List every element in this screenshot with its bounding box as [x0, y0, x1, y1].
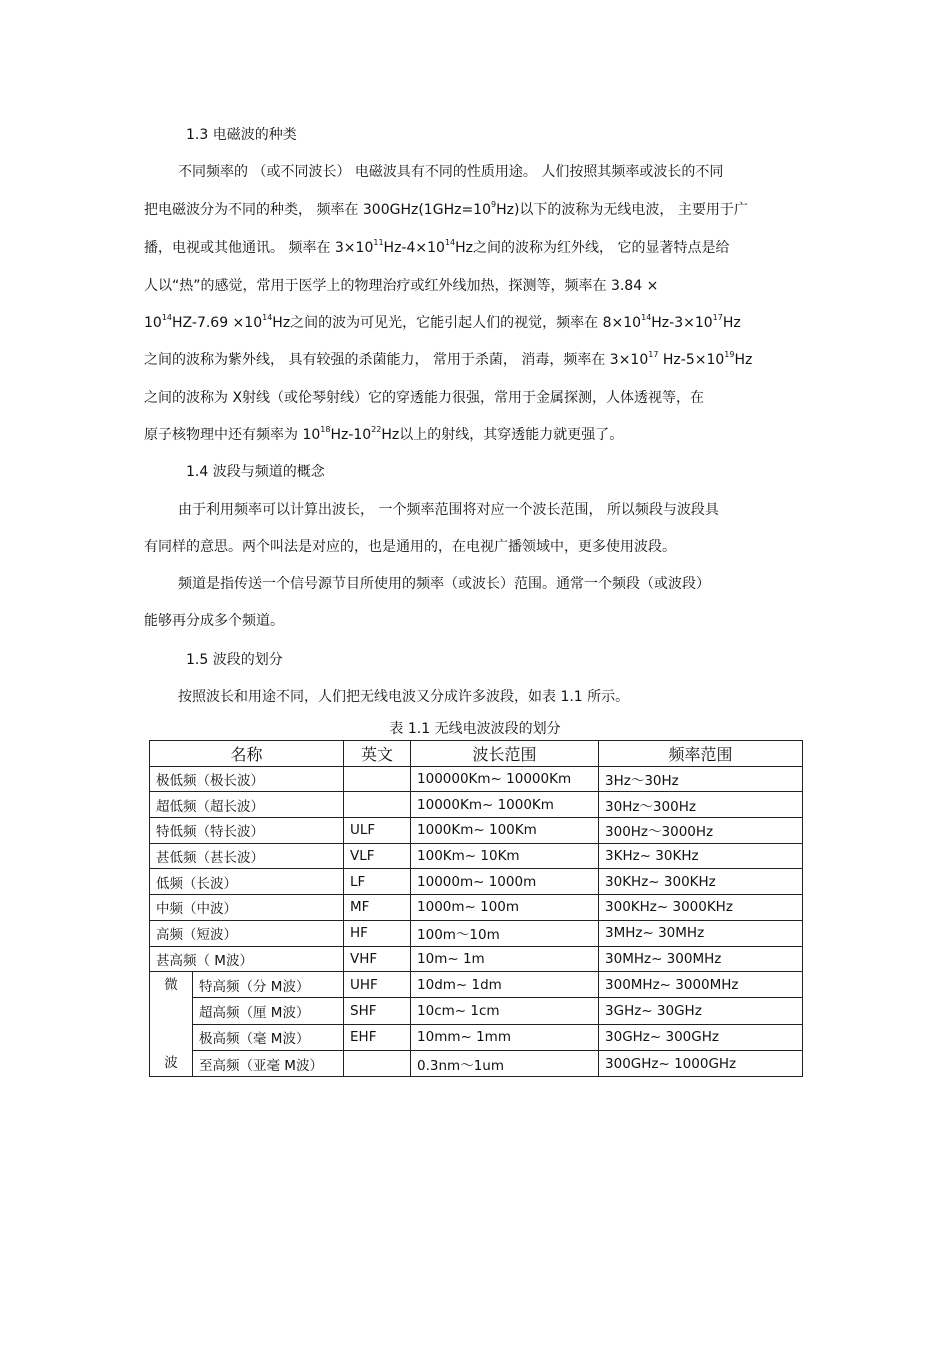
band-english: EHF: [344, 1024, 411, 1050]
band-name: 至高频（亚毫 M波）: [193, 1050, 344, 1076]
section-heading-1-4: 1.4 波段与频道的概念: [186, 464, 325, 480]
band-frequency: 3Hz～30Hz: [599, 766, 803, 792]
band-wavelength: 100m～10m: [411, 920, 599, 946]
paragraph-line: 之间的波称为紫外线， 具有较强的杀菌能力， 常用于杀菌， 消毒，频率在 $3\times 10^{17}$ $Hz-5\times 10^{19}Hz$: [144, 350, 753, 368]
band-english: [344, 1050, 411, 1076]
band-name: 低频（长波）: [150, 869, 344, 895]
band-english: [344, 766, 411, 792]
table-row: [150, 1024, 803, 1050]
table-row: [150, 946, 803, 972]
band-frequency: 30GHz~ 300GHz: [599, 1024, 803, 1050]
paragraph-line: 有同样的意思。两个叫法是对应的，也是通用的，在电视广播领域中，更多使用波段。: [144, 539, 676, 555]
band-wavelength: 10m~ 1m: [411, 946, 599, 972]
band-frequency: 3KHz~ 30KHz: [599, 843, 803, 869]
band-english: HF: [344, 920, 411, 946]
band-name: 甚高频（ M波）: [150, 946, 344, 972]
band-english: ULF: [344, 818, 411, 844]
band-frequency: 3GHz~ 30GHz: [599, 998, 803, 1024]
band-name: 极低频（极长波）: [150, 766, 344, 792]
band-english: VLF: [344, 843, 411, 869]
band-frequency: 300Hz～3000Hz: [599, 818, 803, 844]
header-frequency: 频率范围: [599, 741, 803, 767]
band-frequency: 300MHz~ 3000MHz: [599, 972, 803, 998]
paragraph-line: 频道是指传送一个信号源节目所使用的频率（或波长）范围。通常一个频段（或波段）: [178, 576, 710, 592]
table-row: [150, 998, 803, 1024]
table-row: [150, 818, 803, 844]
band-name: 超低频（超长波）: [150, 792, 344, 818]
table-header-row: [150, 741, 803, 767]
band-frequency: 30MHz~ 300MHz: [599, 946, 803, 972]
band-name: 极高频（毫 M波）: [193, 1024, 344, 1050]
band-english: MF: [344, 895, 411, 921]
band-wavelength: 10000Km~ 1000Km: [411, 792, 599, 818]
table-row: [150, 766, 803, 792]
table-row: [150, 869, 803, 895]
header-english: 英文: [344, 741, 411, 767]
band-english: [344, 792, 411, 818]
band-name: 高频（短波）: [150, 920, 344, 946]
paragraph-line: 不同频率的 （或不同波长） 电磁波具有不同的性质用途。 人们按照其频率或波长的不同: [178, 164, 724, 180]
header-name: 名称: [150, 741, 344, 767]
band-name: 特高频（分 M波）: [193, 972, 344, 998]
paragraph-line: 把电磁波分为不同的种类， 频率在 $300GHz(1GHz=10^9Hz)$以下的波称为无线电波， 主要用于广: [144, 200, 748, 218]
table-row: [150, 792, 803, 818]
band-english: SHF: [344, 998, 411, 1024]
band-frequency: 30KHz~ 300KHz: [599, 869, 803, 895]
paragraph-line: 人以“热”的感觉，常用于医学上的物理治疗或红外线加热，探测等，频率在 3.84 ×: [144, 278, 659, 294]
band-name: 中频（中波）: [150, 895, 344, 921]
band-name: 特低频（特长波）: [150, 818, 344, 844]
header-wavelength: 波长范围: [411, 741, 599, 767]
paragraph-line: 原子核物理中还有频率为 $10^{18}Hz-10^{22}Hz$以上的射线，其穿透能力就更强了。: [144, 425, 624, 443]
paragraph-line: 播，电视或其他通讯。 频率在 $3\times 10^{11}Hz-4\times 10^{14}Hz$之间的波称为红外线， 它的显著特点是给: [144, 238, 730, 256]
band-english: UHF: [344, 972, 411, 998]
microwave-group-label: 微 波: [150, 972, 193, 1077]
band-wavelength: 0.3nm～1um: [411, 1050, 599, 1076]
band-wavelength: 10cm~ 1cm: [411, 998, 599, 1024]
band-frequency: 30Hz～300Hz: [599, 792, 803, 818]
table-row: [150, 920, 803, 946]
table-caption: 表 1.1 无线电波波段的划分: [389, 721, 561, 737]
paragraph-line: 能够再分成多个频道。: [144, 613, 284, 629]
radio-band-table: [149, 740, 803, 1077]
section-heading-1-5: 1.5 波段的划分: [186, 652, 283, 668]
band-wavelength: 10mm~ 1mm: [411, 1024, 599, 1050]
band-english: LF: [344, 869, 411, 895]
table-row: [150, 972, 803, 998]
band-name: 超高频（厘 M波）: [193, 998, 344, 1024]
band-english: VHF: [344, 946, 411, 972]
band-wavelength: 100000Km~ 10000Km: [411, 766, 599, 792]
band-wavelength: 100Km~ 10Km: [411, 843, 599, 869]
section-heading-1-3: 1.3 电磁波的种类: [186, 127, 297, 143]
paragraph-line: 按照波长和用途不同，人们把无线电波又分成许多波段，如表 1.1 所示。: [178, 689, 630, 705]
band-wavelength: 10dm~ 1dm: [411, 972, 599, 998]
band-name: 甚低频（甚长波）: [150, 843, 344, 869]
table-row: [150, 1050, 803, 1076]
paragraph-line: 之间的波称为 X射线（或伦琴射线）它的穿透能力很强，常用于金属探测，人体透视等，在: [144, 390, 705, 406]
table-row: [150, 843, 803, 869]
band-frequency: 3MHz~ 30MHz: [599, 920, 803, 946]
paragraph-line: 由于利用频率可以计算出波长， 一个频率范围将对应一个波长范围， 所以频段与波段具: [178, 502, 719, 518]
paragraph-line: $10^{14}HZ-7.69 \times 10^{14}Hz$之间的波为可见光，它能引起人们的视觉，频率在 $8\times 10^{14}Hz-3\times 10^{17}Hz$: [144, 313, 741, 331]
band-frequency: 300GHz~ 1000GHz: [599, 1050, 803, 1076]
band-wavelength: 1000m~ 100m: [411, 895, 599, 921]
band-frequency: 300KHz~ 3000KHz: [599, 895, 803, 921]
band-wavelength: 10000m~ 1000m: [411, 869, 599, 895]
table-row: [150, 895, 803, 921]
band-wavelength: 1000Km~ 100Km: [411, 818, 599, 844]
